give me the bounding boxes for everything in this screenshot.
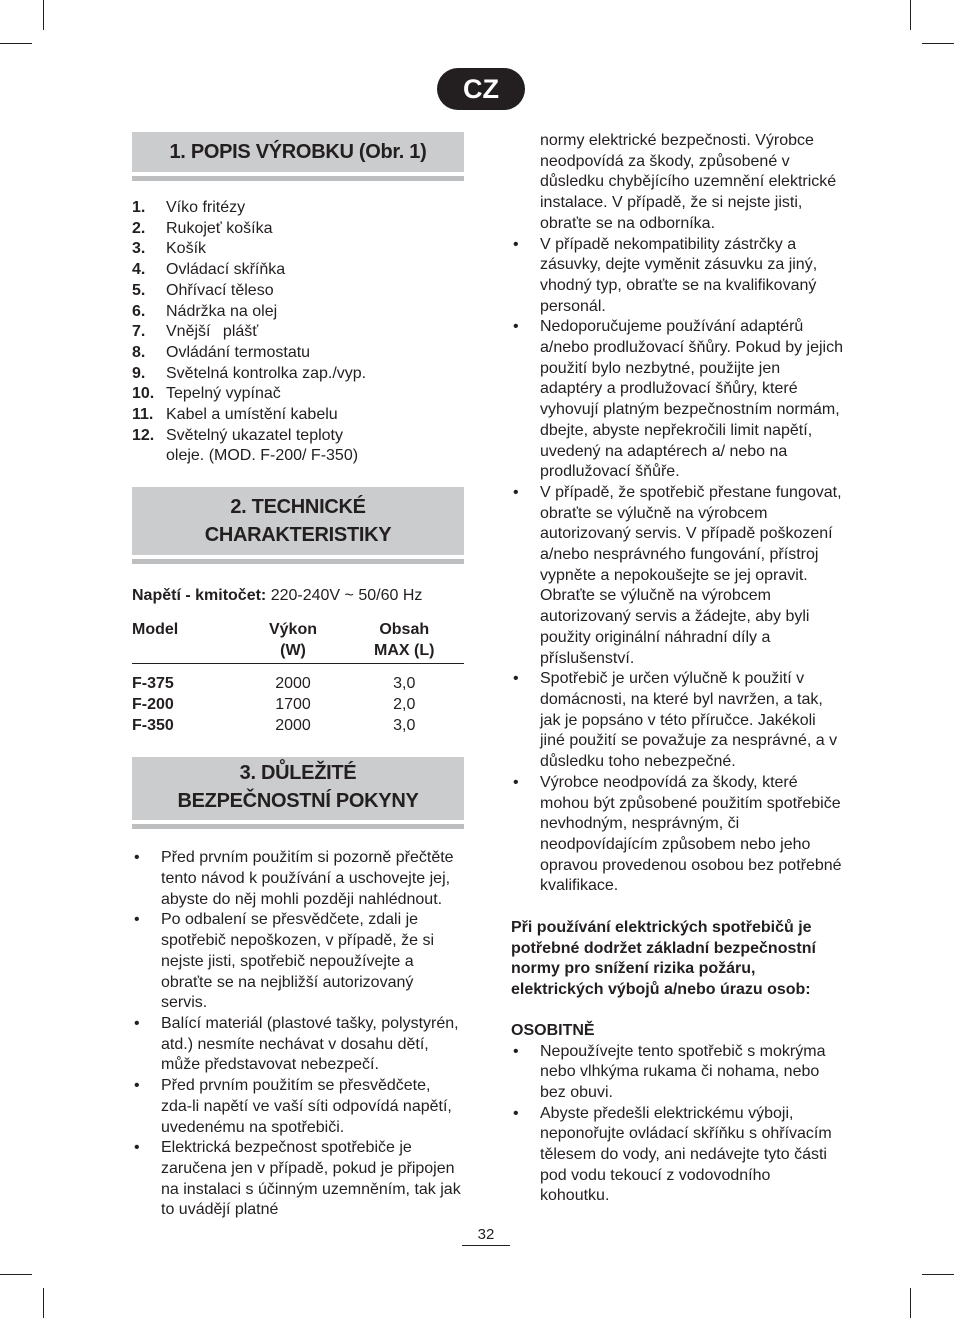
bullet-icon: • xyxy=(134,911,140,929)
table-row xyxy=(132,716,464,737)
cell-power: 2000 xyxy=(275,716,311,734)
item-number: 2. xyxy=(132,219,146,237)
crop-mark xyxy=(0,43,32,44)
col-model: Model xyxy=(132,620,179,638)
bullet-icon: • xyxy=(134,1139,140,1157)
item-text: Víko fritézy xyxy=(166,199,246,216)
col-power-unit: (W) xyxy=(280,641,306,659)
item-number: 9. xyxy=(132,364,146,382)
list-item-text: V případě nekompatibility zástrčky a zásuvky, dejte vyměnit zásuvku za jiný, vhodný typ, obraťte se na kvalifikovaný personál. xyxy=(540,235,818,315)
voltage-value: 220-240V ~ 50/60 Hz xyxy=(270,587,423,605)
continued-paragraph: normy elektrické bezpečnosti. Výrobce neodpovídá za škody, způsobené v důsledku chybějícího uzemnění elektrické instalace. V případě, že si nejste jisti, obraťte se na odborníka. xyxy=(540,132,837,232)
table-row xyxy=(132,695,464,716)
crop-mark xyxy=(43,0,44,30)
list-item xyxy=(132,239,464,260)
cell-model: F-375 xyxy=(132,675,174,693)
list-item xyxy=(132,405,464,426)
bullet-icon: • xyxy=(134,849,140,867)
item-text: Košík xyxy=(166,240,207,258)
bullet-icon: • xyxy=(513,1042,519,1060)
page-number-rule xyxy=(462,1245,510,1246)
list-item xyxy=(132,910,464,1014)
section-2-title: 2. TECHNICKÉ CHARAKTERISTIKY xyxy=(132,487,464,555)
crop-mark xyxy=(922,1274,954,1275)
bullet-icon: • xyxy=(513,235,519,253)
list-item xyxy=(511,317,843,483)
item-number: 8. xyxy=(132,343,146,361)
item-number: 12. xyxy=(132,426,155,444)
item-text: Ohřívací těleso xyxy=(166,281,274,299)
item-text: Nádržka na olej xyxy=(166,302,278,320)
list-item xyxy=(132,1014,464,1076)
col-power xyxy=(242,620,345,664)
item-number: 6. xyxy=(132,302,146,320)
item-number: 3. xyxy=(132,240,146,258)
voltage-line xyxy=(132,586,464,607)
list-item xyxy=(132,848,464,910)
item-text: Kabel a umístění kabelu xyxy=(166,406,338,424)
list-item-text: Nedoporučujeme používání adaptérů a/nebo prodlužovací šňůry. Pokud by jejich použití bylo nezbytné, použijte jen adaptéry a prodlužovací šňůry, které vyhovují platným bezpečnostním normám, dbejte, abyste nepřekročili limit napětí, uvedený na adaptérech a/ nebo na prodlužovací šňůře. xyxy=(540,318,843,481)
list-item xyxy=(511,773,843,897)
cell-capacity: 3,0 xyxy=(393,675,416,693)
list-item-text: Nepoužívejte tento spotřebič s mokrýma nebo vlhkýma rukama či nohama, nebo bez obuvi. xyxy=(540,1042,826,1101)
item-text: Rukojeť košíka xyxy=(166,219,273,237)
item-number: 10. xyxy=(132,385,155,403)
list-item xyxy=(132,1076,464,1138)
crop-mark xyxy=(922,43,954,44)
item-text: Světelný ukazatel teploty oleje. (MOD. F-200/ F-350) xyxy=(166,426,359,465)
list-item-text: V případě, že spotřebič přestane fungovat, obraťte se výlučně na výrobcem autorizovaný servis. V případě poškození a/nebo nesprávného fungování, přístroj vypněte a nepokoušejte se jej opravit. Obraťte se výlučně na výrobcem autorizovaný servis a žádejte, aby byli použity originální náhradní díly a příslušenství. xyxy=(540,483,842,667)
item-number: 11. xyxy=(132,406,154,424)
list-item xyxy=(511,1104,843,1208)
item-number: 1. xyxy=(132,199,146,216)
bullet-icon: • xyxy=(513,1104,519,1122)
bullet-icon: • xyxy=(513,483,519,501)
list-item-text: Balící materiál (plastové tašky, polystyrén, atd.) nesmíte nechávat v dosahu dětí, může představovat nebezpečí. xyxy=(161,1014,459,1074)
list-item xyxy=(511,1042,843,1104)
list-item xyxy=(132,384,464,405)
cell-capacity: 2,0 xyxy=(393,695,416,713)
safety-list-left xyxy=(132,848,464,1221)
col-power-label: Výkon xyxy=(268,620,317,638)
item-number: 5. xyxy=(132,281,146,299)
page-number: 32 xyxy=(477,1226,495,1243)
list-item-text: Po odbalení se přesvědčete, zdali je spotřebič nepoškozen, v případě, že si nejste jisti, spotřebič nepoužívejte a obraťte se na nejbližší autorizovaný servis. xyxy=(161,911,435,1012)
list-item xyxy=(132,364,464,385)
safety-list-especially xyxy=(511,1042,843,1208)
table-header-row xyxy=(132,620,464,664)
crop-mark xyxy=(910,0,911,30)
item-text: Tepelný vypínač xyxy=(166,385,281,403)
safety-list-right xyxy=(511,235,843,898)
cell-model: F-350 xyxy=(132,716,174,734)
bullet-icon: • xyxy=(134,1014,140,1032)
list-item xyxy=(132,322,464,343)
crop-mark xyxy=(910,1288,911,1318)
voltage-label: Napětí - kmitočet: xyxy=(132,587,267,605)
list-item xyxy=(132,198,464,219)
language-badge: CZ xyxy=(437,68,525,110)
list-item-text: Spotřebič je určen výlučně k použití v domácnosti, na které byl navržen, a tak, jak je popsáno v této příručce. Jakékoli jiné použití se považuje za nesprávné, a v důsledku toho nebezpečné. xyxy=(540,670,838,771)
list-item-text: Výrobce neodpovídá za škody, které mohou být způsobené použitím spotřebiče nevhodným, nesprávným, či neodpovídajícím způsobem nebo jeho opravou provedenou osobou bez potřebné kvalifikace. xyxy=(540,773,842,895)
list-item-text: Elektrická bezpečnost spotřebiče je zaručena jen v případě, pokud je připojen na instalaci s účinným uzemněním, tak jak to uvádějí platné xyxy=(161,1139,461,1219)
list-item xyxy=(511,235,843,318)
section-divider xyxy=(132,559,464,564)
list-item xyxy=(132,260,464,281)
list-item xyxy=(132,426,464,467)
list-item-text: Před prvním použitím se přesvědčete, zda-li napětí ve vaší síti odpovídá napětí, uvedenému na spotřebiči. xyxy=(161,1077,452,1136)
list-item-text: Před prvním použitím si pozorně přečtěte tento návod k používání a uschovejte jej, abyste do něj mohli později nahlédnout. xyxy=(161,849,454,908)
list-item xyxy=(132,343,464,364)
bullet-icon: • xyxy=(513,670,519,688)
cell-power: 1700 xyxy=(275,695,311,713)
list-item xyxy=(132,302,464,323)
section-1-title: 1. POPIS VÝROBKU (Obr. 1) xyxy=(132,132,464,172)
item-text: Ovládací skříňka xyxy=(166,261,286,279)
especially-heading: OSOBITNĚ xyxy=(511,1021,595,1039)
list-item xyxy=(511,669,843,773)
spec-table xyxy=(132,620,464,737)
list-item xyxy=(132,1138,464,1221)
cell-model: F-200 xyxy=(132,695,174,713)
table-row xyxy=(132,664,464,695)
list-item xyxy=(132,219,464,240)
list-item xyxy=(511,483,843,669)
bullet-icon: • xyxy=(134,1077,140,1095)
cell-capacity: 3,0 xyxy=(393,716,416,734)
section-divider xyxy=(132,176,464,181)
item-text: Vnější plášť xyxy=(166,323,259,341)
section-divider xyxy=(132,824,464,829)
item-text: Ovládání termostatu xyxy=(166,343,311,361)
col-capacity xyxy=(344,620,464,664)
list-item-text: Abyste předešli elektrickému výboji, neponořujte ovládací skříňku s ohřívacím tělesem do vody, ani nedávejte tyto části pod vodu tekoucí z vodovodního kohoutku. xyxy=(540,1104,832,1205)
item-text: Světelná kontrolka zap./vyp. xyxy=(166,364,367,382)
right-column xyxy=(511,131,843,1207)
left-column xyxy=(132,132,464,1221)
bullet-icon: • xyxy=(513,318,519,336)
item-number: 4. xyxy=(132,261,146,279)
warning-paragraph: Při používání elektrických spotřebičů je potřebné dodržet základní bezpečnostní normy pro snížení rizika požáru, elektrických výbojů a/nebo úrazu osob: xyxy=(511,919,816,999)
col-capacity-label: Obsah xyxy=(379,620,430,638)
crop-mark xyxy=(43,1288,44,1318)
parts-list xyxy=(132,198,464,467)
section-3-title: 3. DŮLEŽITÉ BEZPEČNOSTNÍ POKYNY xyxy=(132,757,464,820)
bullet-icon: • xyxy=(513,773,519,791)
list-item xyxy=(132,281,464,302)
col-capacity-unit: MAX (L) xyxy=(374,641,435,659)
cell-power: 2000 xyxy=(275,675,311,693)
crop-mark xyxy=(0,1274,32,1275)
item-number: 7. xyxy=(132,323,146,341)
